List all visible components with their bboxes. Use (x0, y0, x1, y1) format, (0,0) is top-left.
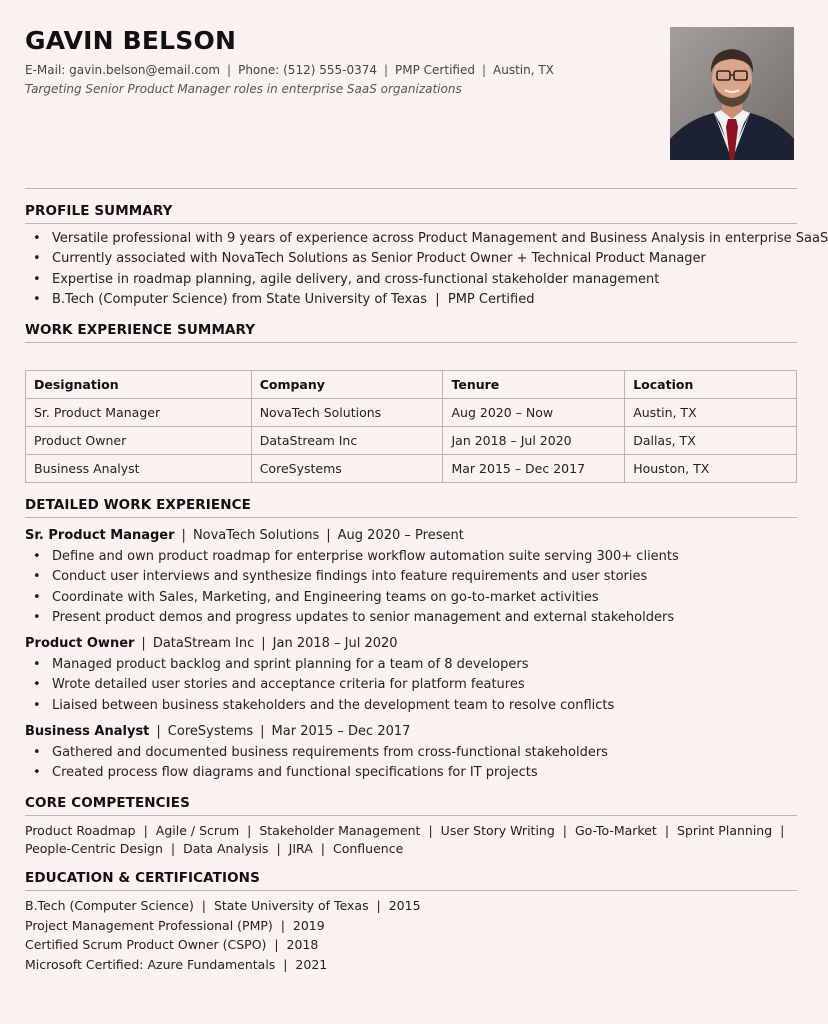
competency: Sprint Planning (677, 823, 773, 838)
table-cell: Product Owner (26, 427, 252, 455)
table-cell: DataStream Inc (251, 427, 443, 455)
list-item: • Gathered and documented business requirements from cross-functional stakeholders (25, 743, 608, 763)
competency: Go-To-Market (575, 823, 657, 838)
table-cell: Jan 2018 – Jul 2020 (443, 427, 625, 455)
separator: | (320, 841, 325, 856)
role-company: DataStream Inc (152, 636, 255, 651)
list-item: • Present product demos and progress updates to senior management and external stakeholders (25, 608, 679, 628)
role-bullets (25, 743, 608, 784)
separator: | (141, 636, 146, 651)
section-divider (25, 890, 797, 891)
table-cell: Austin, TX (625, 399, 797, 427)
role-dates: Mar 2015 – Dec 2017 (271, 724, 411, 739)
table-row (26, 399, 797, 427)
education-item: Certified Scrum Product Owner (CSPO) | 2018 (25, 937, 319, 952)
header-divider (25, 188, 797, 189)
section-divider (25, 815, 797, 816)
contact-location: Austin, TX (493, 63, 554, 77)
work-summary-table (25, 370, 797, 483)
competencies-line-2 (25, 840, 792, 858)
separator: | (428, 823, 433, 838)
role-title: Sr. Product Manager (25, 528, 175, 543)
education-item: Microsoft Certified: Azure Fundamentals | 2021 (25, 956, 328, 972)
role-dates: Aug 2020 – Present (337, 528, 464, 543)
competency: JIRA (288, 841, 313, 856)
separator: | (276, 841, 281, 856)
profile-summary-heading: PROFILE SUMMARY (25, 203, 173, 219)
separator: | (261, 636, 266, 651)
section-divider (25, 223, 797, 224)
competency: People-Centric Design (25, 841, 163, 856)
separator: | (143, 823, 148, 838)
education-item: B.Tech (Computer Science) | State University of Texas | 2015 (25, 898, 421, 913)
section-divider (25, 342, 797, 343)
list-item: • Expertise in roadmap planning, agile delivery, and cross-functional stakeholder management (25, 270, 828, 290)
education-item: Project Management Professional (PMP) | 2019 (25, 917, 325, 933)
competency: Agile / Scrum (155, 823, 240, 838)
table-cell: CoreSystems (251, 455, 443, 483)
list-item: • Conduct user interviews and synthesize findings into feature requirements and user stories (25, 567, 679, 587)
role-company: CoreSystems (167, 724, 254, 739)
list-item: • Versatile professional with 9 years of experience across Product Management and Business Analysis in enterprise SaaS (25, 229, 828, 249)
column-header-location: Location (625, 371, 797, 399)
list-item: • Define and own product roadmap for enterprise workflow automation suite serving 300+ clients (25, 547, 679, 567)
competencies-block (25, 822, 792, 858)
work-summary-heading: WORK EXPERIENCE SUMMARY (25, 322, 256, 338)
role-header (25, 724, 410, 739)
role-header (25, 636, 398, 651)
profile-summary-list (25, 229, 828, 310)
separator: | (170, 841, 176, 856)
table-cell: NovaTech Solutions (251, 399, 443, 427)
role-dates: Jan 2018 – Jul 2020 (272, 636, 398, 651)
role-title: Product Owner (25, 636, 135, 651)
career-tagline: Targeting Senior Product Manager roles in enterprise SaaS organizations (25, 82, 462, 96)
table-header-row (26, 371, 797, 399)
competency: Stakeholder Management (259, 823, 421, 838)
separator: | (383, 63, 389, 77)
section-divider (25, 517, 797, 518)
profile-photo (670, 27, 794, 160)
separator: | (664, 823, 670, 838)
separator: | (181, 528, 186, 543)
list-item: • B.Tech (Computer Science) from State University of Texas | PMP Certified (25, 290, 828, 310)
competency: Data Analysis (183, 841, 269, 856)
education-list (25, 896, 421, 974)
separator: | (326, 528, 331, 543)
list-item: • Currently associated with NovaTech Solutions as Senior Product Owner + Technical Product Manager (25, 249, 828, 269)
contact-line (25, 63, 554, 77)
separator: | (156, 724, 161, 739)
role-company: NovaTech Solutions (192, 528, 320, 543)
separator: | (562, 823, 567, 838)
table-row (26, 455, 797, 483)
separator: | (780, 823, 785, 838)
list-item: • Coordinate with Sales, Marketing, and Engineering teams on go-to-market activities (25, 588, 679, 608)
candidate-name: GAVIN BELSON (25, 26, 237, 55)
separator: | (227, 63, 232, 77)
competencies-line-1 (25, 822, 792, 840)
list-item: • Wrote detailed user stories and acceptance criteria for platform features (25, 675, 614, 695)
separator: | (481, 63, 487, 77)
detailed-experience-heading: DETAILED WORK EXPERIENCE (25, 497, 251, 513)
table-cell: Aug 2020 – Now (443, 399, 625, 427)
list-item: • Liaised between business stakeholders and the development team to resolve conflicts (25, 696, 614, 716)
resume-page (25, 0, 828, 972)
column-header-tenure: Tenure (443, 371, 625, 399)
table-cell: Houston, TX (625, 455, 797, 483)
role-bullets (25, 547, 679, 628)
separator: | (247, 823, 252, 838)
education-heading: EDUCATION & CERTIFICATIONS (25, 870, 260, 886)
table-cell: Business Analyst (26, 455, 252, 483)
table-cell: Dallas, TX (625, 427, 797, 455)
table-row (26, 427, 797, 455)
role-header (25, 528, 464, 543)
contact-phone: Phone: (512) 555-0374 (238, 63, 377, 77)
table-cell: Sr. Product Manager (26, 399, 252, 427)
core-competencies-heading: CORE COMPETENCIES (25, 795, 190, 811)
contact-email: E-Mail: gavin.belson@email.com (25, 63, 221, 77)
role-bullets (25, 655, 614, 716)
competency: Confluence (333, 841, 404, 856)
competency: Product Roadmap (25, 823, 136, 838)
contact-certification: PMP Certified (395, 63, 475, 77)
competency: User Story Writing (440, 823, 555, 838)
resume-header (25, 0, 797, 178)
role-title: Business Analyst (25, 724, 150, 739)
portrait-image (670, 27, 794, 160)
column-header-company: Company (251, 371, 443, 399)
separator: | (260, 724, 265, 739)
table-cell: Mar 2015 – Dec 2017 (443, 455, 625, 483)
list-item: • Created process flow diagrams and functional specifications for IT projects (25, 763, 608, 783)
list-item: • Managed product backlog and sprint planning for a team of 8 developers (25, 655, 614, 675)
column-header-designation: Designation (26, 371, 252, 399)
